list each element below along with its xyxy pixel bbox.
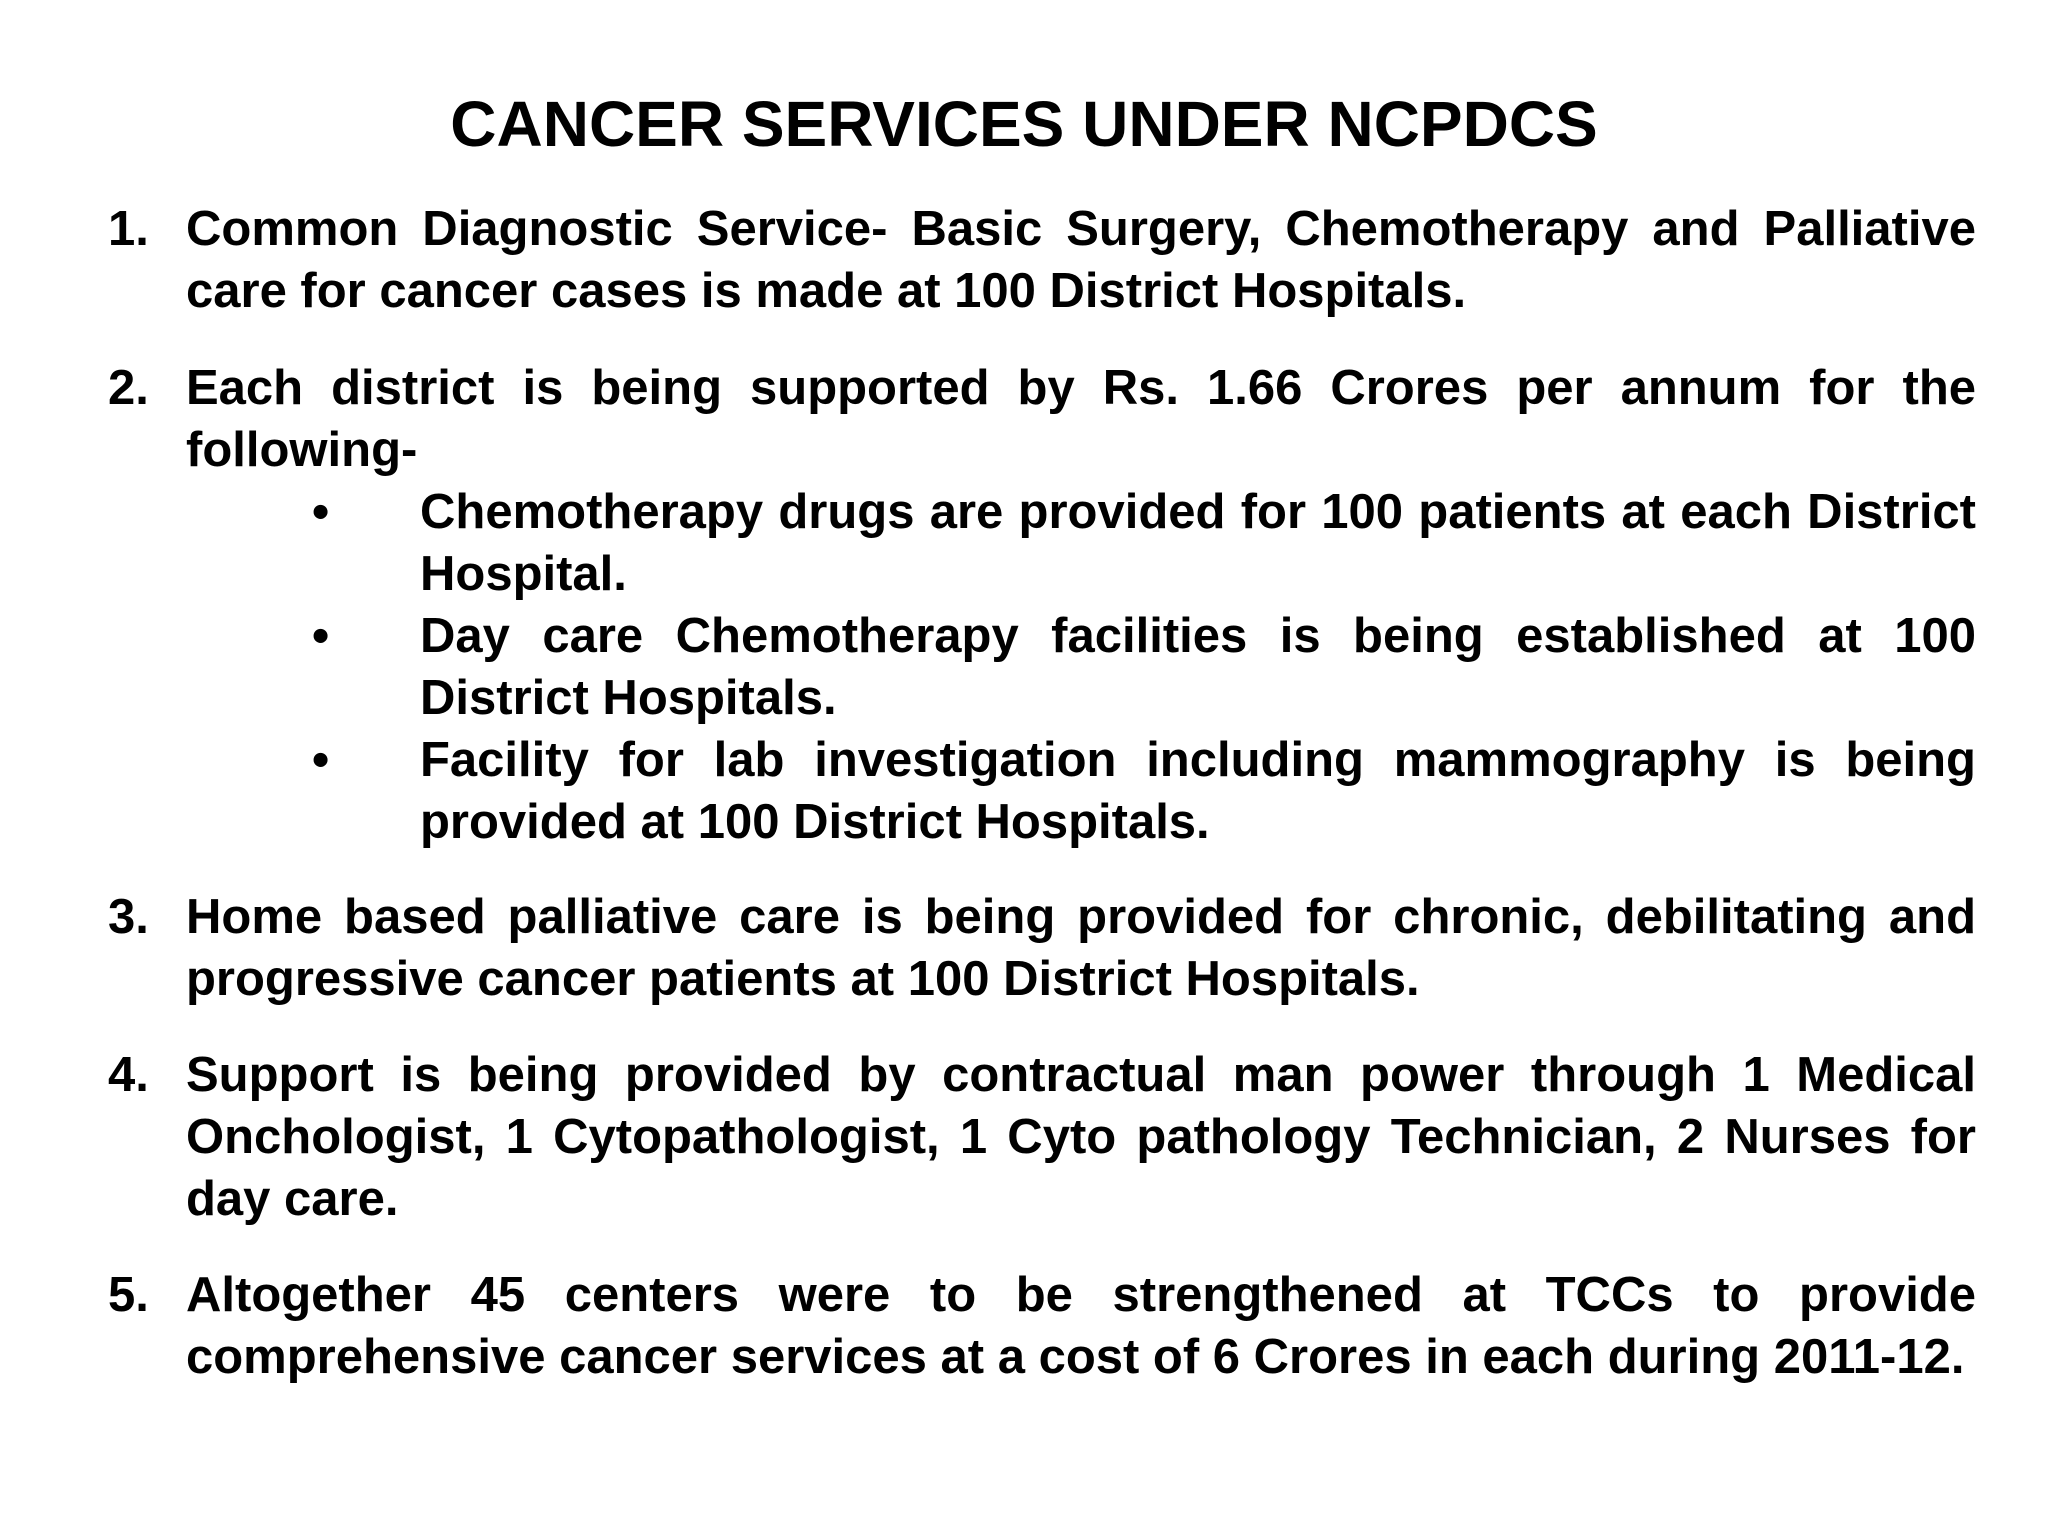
list-item-number: 3. bbox=[108, 890, 149, 944]
list-item-3 bbox=[108, 886, 1976, 1010]
list-item-4 bbox=[108, 1044, 1976, 1230]
list-item-number: 1. bbox=[108, 202, 149, 256]
sub-bullet-list bbox=[108, 481, 1976, 853]
sub-bullet-text: Facility for lab investigation including mammography is being provided at 100 District Hospitals. bbox=[420, 733, 1976, 849]
sub-bullet-item bbox=[108, 481, 1976, 605]
sub-bullet-text: Chemotherapy drugs are provided for 100 patients at each District Hospital. bbox=[420, 485, 1976, 601]
sub-bullet-item bbox=[108, 729, 1976, 853]
bullet-icon: • bbox=[312, 609, 330, 663]
list-item-text: Common Diagnostic Service- Basic Surgery, Chemotherapy and Palliative care for cancer cases is made at 100 District Hospitals. bbox=[186, 202, 1976, 318]
list-item-5 bbox=[108, 1264, 1976, 1388]
list-item-text: Altogether 45 centers were to be strengthened at TCCs to provide comprehensive cancer services at a cost of 6 Crores in each during 2011-12. bbox=[186, 1268, 1976, 1384]
list-item-text: Home based palliative care is being provided for chronic, debilitating and progressive cancer patients at 100 District Hospitals. bbox=[186, 890, 1976, 1006]
list-item-1 bbox=[108, 198, 1976, 322]
bullet-icon: • bbox=[312, 485, 330, 539]
list-item-number: 5. bbox=[108, 1268, 149, 1322]
bullet-icon: • bbox=[312, 733, 330, 787]
list-item-text: Support is being provided by contractual man power through 1 Medical Onchologist, 1 Cytopathologist, 1 Cyto pathology Technician, 2 Nurses for day care. bbox=[186, 1048, 1976, 1226]
list-item-2 bbox=[108, 357, 1976, 481]
slide-title: CANCER SERVICES UNDER NCPDCS bbox=[450, 88, 1598, 160]
list-item-number: 2. bbox=[108, 361, 149, 415]
list-item-text: Each district is being supported by Rs. 1.66 Crores per annum for the following- bbox=[186, 361, 1976, 477]
list-item-number: 4. bbox=[108, 1048, 149, 1102]
sub-bullet-item bbox=[108, 605, 1976, 729]
sub-bullet-text: Day care Chemotherapy facilities is being established at 100 District Hospitals. bbox=[420, 609, 1976, 725]
